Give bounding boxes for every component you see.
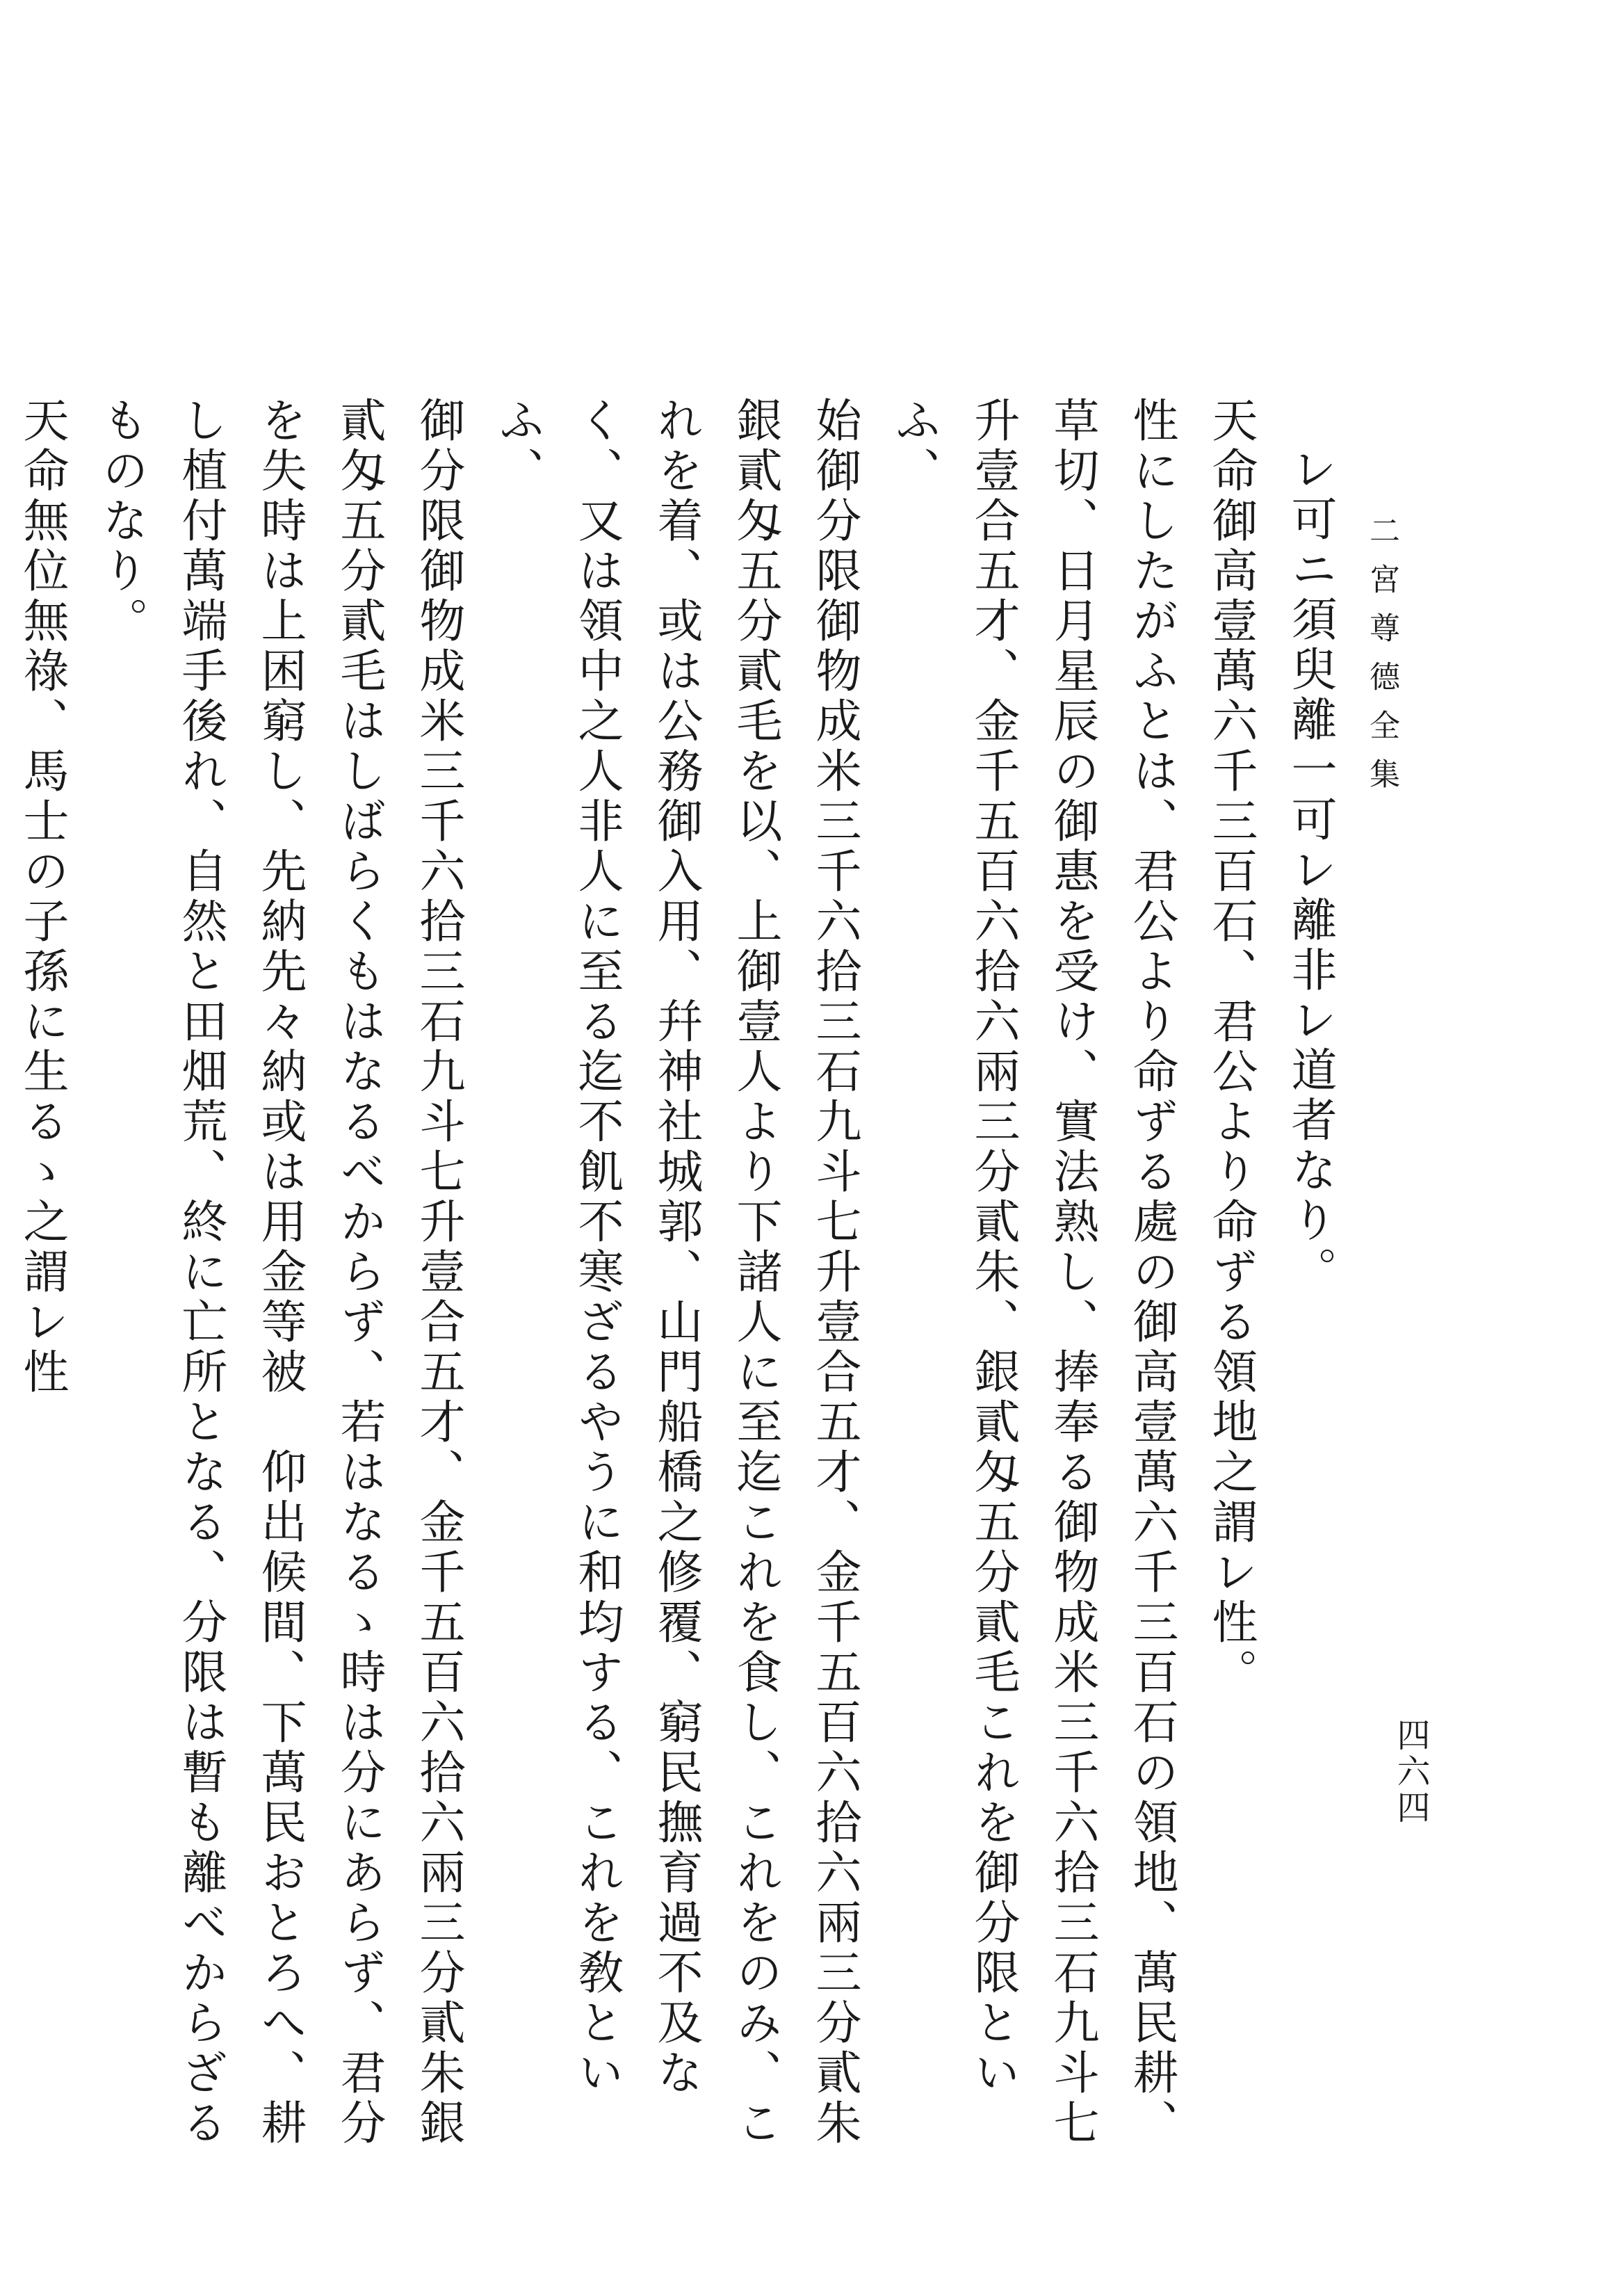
paragraph-5: 御分限御物成米三千六拾三石九斗七升壹合五才、金千五百六拾六兩三分貳朱銀貳匁五分貳毛はしばらくもはなるべからず、若はなるゝ時は分にあらず、君分を失時は上困窮し、先納先々納或は用金等被 仰出候間、下萬民おとろへ、耕し植付萬端手後れ、自然と田畑荒、終に亡所となる、分限は暫も離べからざるものなり。 bbox=[95, 396, 465, 2149]
paragraph-4: 始御分限御物成米三千六拾三石九斗七升壹合五才、金千五百六拾六兩三分貳朱銀貳匁五分貳毛を以、上御壹人より下諸人に至迄これを食し、これをのみ、これを着、或は公務御入用、幷神社城郭、山門船橋之修覆、窮民撫育過不及なく、又は領中之人非人に至る迄不飢不寒ざるやうに和均する、これを敎といふ、 bbox=[491, 396, 861, 2149]
paragraph-6: 天命無位無祿、馬士の子孫に生るゝ之謂レ性 bbox=[15, 396, 69, 1398]
running-title: 二宮尊德全集 bbox=[1364, 515, 1399, 807]
page-number: 四六四 bbox=[1391, 1718, 1430, 1826]
main-text bbox=[2, 396, 1349, 2149]
paragraph-3: 性にしたがふとは、君公より命ずる處の御高壹萬六千三百石の領地、萬民耕、草切、日月星辰の御惠を受け、實法熟し、捧奉る御物成米三千六拾三石九斗七升壹合五才、金千五百六拾六兩三分貳朱、銀貳匁五分貳毛これを御分限といふ、 bbox=[887, 396, 1178, 2149]
paragraph-2: 天命御高壹萬六千三百石、君公より命ずる領地之謂レ性。 bbox=[1204, 396, 1258, 1698]
paragraph-1: レ可ニ須臾離一可レ離非レ道者なり。 bbox=[1283, 445, 1337, 1296]
